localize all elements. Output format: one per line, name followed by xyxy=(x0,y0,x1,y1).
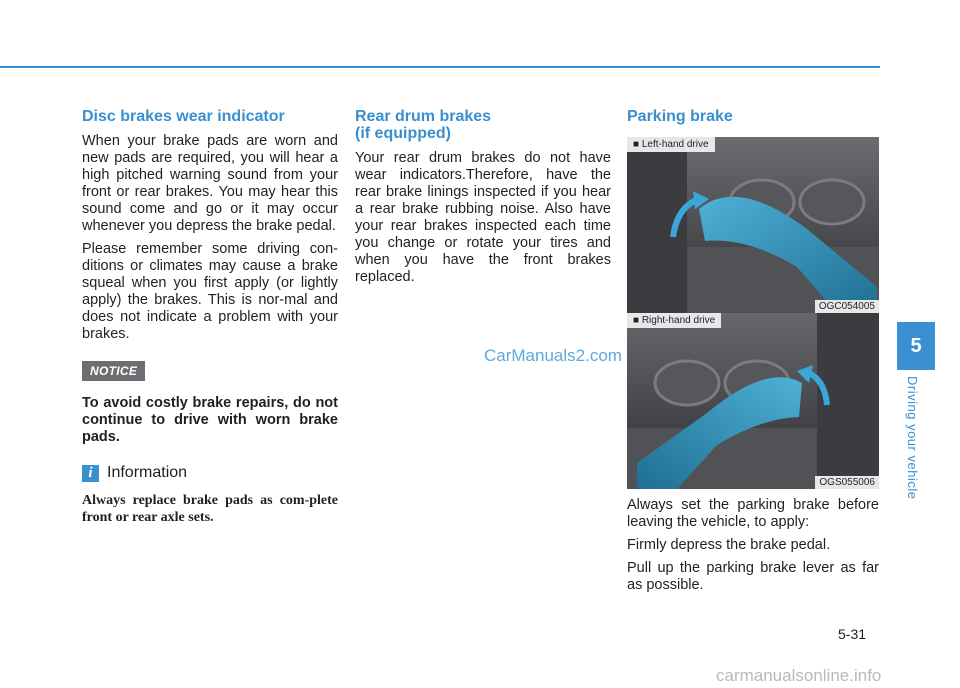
disc-brakes-paragraph-2: Please remember some driving con-ditions or climates may cause a brake squeal when you first apply (or lightly apply) the brakes. This is nor-mal and does not indicate a problem with your brakes. xyxy=(82,241,338,342)
notice-badge: NOTICE xyxy=(82,361,145,381)
heading-parking-brake: Parking brake xyxy=(627,108,733,125)
information-text: Always replace brake pads as com-plete front or rear axle sets. xyxy=(82,493,338,525)
header-rule xyxy=(0,66,880,68)
chapter-title xyxy=(904,376,926,506)
watermark-top: CarManuals2.com xyxy=(484,346,622,365)
left-hand-drive-photo xyxy=(627,137,879,313)
watermark-bottom: carmanualsonline.info xyxy=(716,666,882,685)
parking-brake-instructions xyxy=(627,497,879,600)
right-hand-drive-label: ■ Right-hand drive xyxy=(627,313,721,328)
left-hand-drive-illustration xyxy=(627,137,879,313)
parking-brake-paragraph-3: Pull up the parking brake lever as far as possible. xyxy=(627,560,879,593)
information-header xyxy=(82,464,338,482)
chapter-tab: 5 xyxy=(897,322,935,370)
disc-brakes-paragraph-1: When your brake pads are worn and new pads are required, you will hear a high pitched warning sound from your front or rear brakes. You may hear this sound come and go or it may occur whenever you depress the brake pedal. xyxy=(82,133,338,234)
page-number: 5-31 xyxy=(838,626,867,642)
heading-disc-brakes: Disc brakes wear indicator xyxy=(82,108,285,125)
left-hand-drive-label: ■ Left-hand drive xyxy=(627,137,715,152)
chapter-title-text: Driving your vehicle xyxy=(905,376,920,500)
heading-rear-drum-line2: (if equipped) xyxy=(355,125,451,142)
information-label: Information xyxy=(107,464,188,481)
right-hand-drive-code: OGS055006 xyxy=(815,476,879,489)
left-hand-drive-code: OGC054005 xyxy=(815,300,879,313)
heading-rear-drum-line1: Rear drum brakes xyxy=(355,108,492,125)
column-disc-brakes xyxy=(82,108,338,526)
parking-brake-paragraph-2: Firmly depress the brake pedal. xyxy=(627,537,831,553)
right-hand-drive-photo xyxy=(627,313,879,489)
heading-rear-drum-brakes xyxy=(355,108,611,142)
parking-brake-paragraph-1: Always set the parking brake before leaving the vehicle, to apply: xyxy=(627,497,879,530)
info-icon: i xyxy=(82,465,99,482)
rear-drum-paragraph: Your rear drum brakes do not have wear indicators.Therefore, have the rear brake linings inspected if you hear a rear brake rubbing noise. Also have your rear brakes inspected each time you change or rotate your tires and when you have the front brakes replaced. xyxy=(355,150,611,285)
right-hand-drive-illustration xyxy=(627,313,879,489)
notice-text: To avoid costly brake repairs, do not continue to drive with worn brake pads. xyxy=(82,395,338,445)
column-parking-brake xyxy=(627,108,879,133)
column-rear-drum-brakes xyxy=(355,108,611,292)
